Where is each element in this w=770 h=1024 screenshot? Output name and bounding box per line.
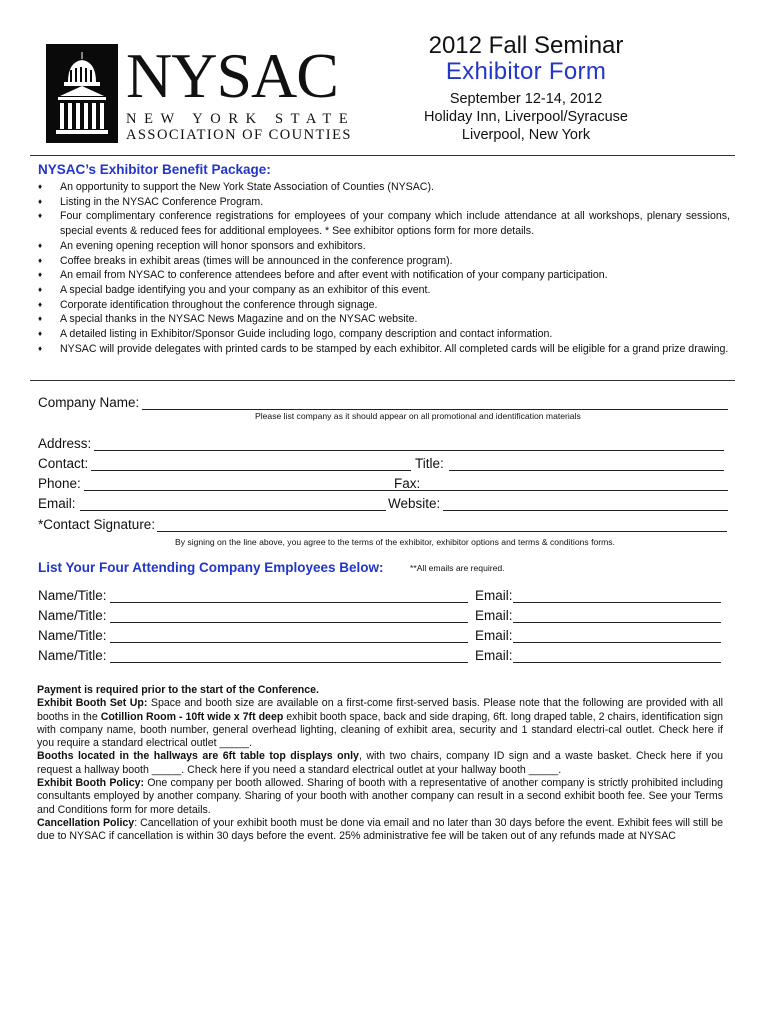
list-item: ♦ A detailed listing in Exhibitor/Sponsor Guide including logo, company description and contact information.	[38, 328, 553, 341]
section-divider	[30, 380, 735, 381]
form-title: Exhibitor Form	[445, 58, 607, 85]
list-item: ♦ An opportunity to support the New York State Association of Counties (NYSAC).	[38, 181, 434, 193]
seminar-title: 2012 Fall Seminar	[428, 32, 624, 59]
employee-name-field[interactable]	[110, 662, 468, 663]
list-item: ♦ Coffee breaks in exhibit areas (times will be announced in the conference program).	[38, 254, 453, 267]
employee-email-label: Email:	[475, 628, 513, 643]
contact-field[interactable]	[91, 470, 411, 471]
contact-row	[38, 457, 728, 473]
event-city: Liverpool, New York	[461, 127, 591, 143]
signature-label: *Contact Signature:	[38, 517, 156, 532]
website-field[interactable]	[443, 510, 728, 511]
list-item: ♦ Listing in the NYSAC Conference Program.	[38, 195, 264, 208]
employee-row	[38, 589, 724, 605]
employee-name-field[interactable]	[110, 602, 468, 603]
capitol-logo	[46, 44, 118, 143]
employee-row	[38, 609, 724, 625]
benefits-list	[38, 180, 730, 356]
diamond-bullet-icon: ♦	[38, 314, 43, 324]
company-name-note: Please list company as it should appear on all promotional and identification materials	[255, 411, 581, 421]
employee-email-field[interactable]	[513, 662, 721, 663]
employee-name-field[interactable]	[110, 622, 468, 623]
list-item: ♦ An email from NYSAC to conference attendees before and after event with notification of your company participation.	[38, 269, 608, 282]
employee-name-label: Name/Title:	[38, 648, 107, 663]
employee-name-field[interactable]	[110, 642, 468, 643]
diamond-bullet-icon: ♦	[38, 329, 43, 339]
event-venue: Holiday Inn, Liverpool/Syracuse	[424, 109, 628, 125]
email-field[interactable]	[80, 510, 386, 511]
company-name-row	[38, 396, 728, 412]
address-label: Address:	[38, 436, 92, 451]
company-name-label: Company Name:	[38, 395, 140, 410]
event-dates: September 12-14, 2012	[449, 91, 603, 107]
hallway-booth-paragraph: Booths located in the hallways are 6ft table top displays only, with two chairs, company ID sign and a waste basket. Check here if you request a hallway booth _____. Check here if you need a standard electrical outlet at your hallway booth _____.	[37, 750, 723, 776]
website-label: Website:	[388, 496, 441, 511]
booth-setup-paragraph: Exhibit Booth Set Up: Space and booth size are available on a first-come first-served basis. Please note that the following are provided with all booths in the Cotillion Room - 10ft wide x 7ft deep exhibit booth space, back and side draping, 6ft. long draped table, 2 chairs, identification sign with company name, booth number, general overhead lighting, cleaning of exhibit area, security and 1 standard electri-cal outlet. Check here if you require a standard electrical outlet _____.	[37, 697, 724, 750]
diamond-bullet-icon: ♦	[38, 343, 43, 353]
diamond-bullet-icon: ♦	[38, 270, 43, 280]
header-divider	[30, 155, 735, 156]
cancellation-paragraph: Cancellation Policy: Cancellation of your exhibit booth must be done via email and no later than 30 days before the event. Exhibit fees will still be due to NYSAC if cancellation is within 30 days before the event. 25% administrative fee will be taken out of any refunds made at NYSAC	[37, 816, 723, 843]
phone-field[interactable]	[84, 490, 428, 491]
booth-setup-label: Exhibit Booth Set Up:	[37, 697, 148, 710]
company-name-field[interactable]	[142, 409, 728, 410]
diamond-bullet-icon: ♦	[38, 182, 43, 191]
employee-email-field[interactable]	[513, 602, 721, 603]
payment-intro: Payment is required prior to the start of the Conference.	[37, 684, 319, 696]
benefits-heading: NYSAC’s Exhibitor Benefit Package:	[38, 162, 271, 177]
payment-terms	[37, 684, 723, 844]
list-item: ♦ A special badge identifying you and your company as an exhibitor of this event.	[38, 283, 431, 296]
nysac-subtitle-line-1: NEW YORK STATE	[126, 111, 356, 127]
booth-policy-paragraph: Exhibit Booth Policy: One company per booth allowed. Sharing of booth with a representative of another company is strictly prohibited including consultants employed by another company. Sharing of your booth with another company can result in a second exhibit booth fee. See your Terms and Conditions form for more details.	[37, 777, 723, 816]
employee-email-field[interactable]	[513, 642, 721, 643]
signature-row	[38, 518, 730, 534]
employee-email-label: Email:	[475, 608, 513, 623]
list-item: ♦ NYSAC will provide delegates with printed cards to be stamped by each exhibitor. All completed cards will be eligible for a grand prize drawing.	[38, 342, 729, 355]
employee-name-label: Name/Title:	[38, 628, 107, 643]
diamond-bullet-icon: ♦	[38, 211, 43, 221]
phone-label: Phone:	[38, 476, 81, 491]
nysac-wordmark: NYSAC	[126, 40, 338, 111]
booth-policy-label: Exhibit Booth Policy:	[37, 777, 145, 790]
employees-note: **All emails are required.	[410, 563, 505, 573]
fax-label: Fax:	[394, 476, 421, 491]
list-item: ♦ An evening opening reception will honor sponsors and exhibitors.	[38, 239, 366, 252]
title-field[interactable]	[449, 470, 724, 471]
email-row	[38, 497, 730, 513]
diamond-bullet-icon: ♦	[38, 299, 43, 309]
employee-row	[38, 629, 724, 645]
list-item: ♦ Four complimentary conference registrations for employees of your company which include attendance at all workshops, plenary sessions, special events & reduced fees for additional employees. * See exhibitor options form for more details.	[38, 210, 730, 238]
diamond-bullet-icon: ♦	[38, 255, 43, 265]
employee-name-label: Name/Title:	[38, 608, 107, 623]
employees-heading: List Your Four Attending Company Employees Below:	[38, 560, 384, 575]
list-item: ♦ A special thanks in the NYSAC News Magazine and on the NYSAC website.	[38, 313, 418, 326]
nysac-subtitle-line-2: ASSOCIATION OF COUNTIES	[126, 127, 352, 143]
cancellation-label: Cancellation Policy	[37, 816, 135, 829]
employee-name-label: Name/Title:	[38, 588, 107, 603]
phone-row	[38, 477, 730, 493]
employee-email-field[interactable]	[513, 622, 721, 623]
address-field[interactable]	[94, 450, 724, 451]
diamond-bullet-icon: ♦	[38, 284, 43, 294]
fax-field[interactable]	[422, 490, 728, 491]
contact-label: Contact:	[38, 456, 89, 471]
email-label: Email:	[38, 496, 76, 511]
employee-row	[38, 649, 724, 665]
list-item: ♦ Corporate identification throughout the conference through signage.	[38, 298, 378, 311]
title-label: Title:	[415, 456, 444, 471]
employee-email-label: Email:	[475, 648, 513, 663]
signature-field[interactable]	[157, 531, 727, 532]
employee-email-label: Email:	[475, 588, 513, 603]
signature-note: By signing on the line above, you agree to the terms of the exhibitor, exhibitor options and terms & conditions forms.	[175, 537, 615, 547]
diamond-bullet-icon: ♦	[38, 240, 43, 250]
address-row	[38, 437, 728, 453]
diamond-bullet-icon: ♦	[38, 196, 43, 206]
